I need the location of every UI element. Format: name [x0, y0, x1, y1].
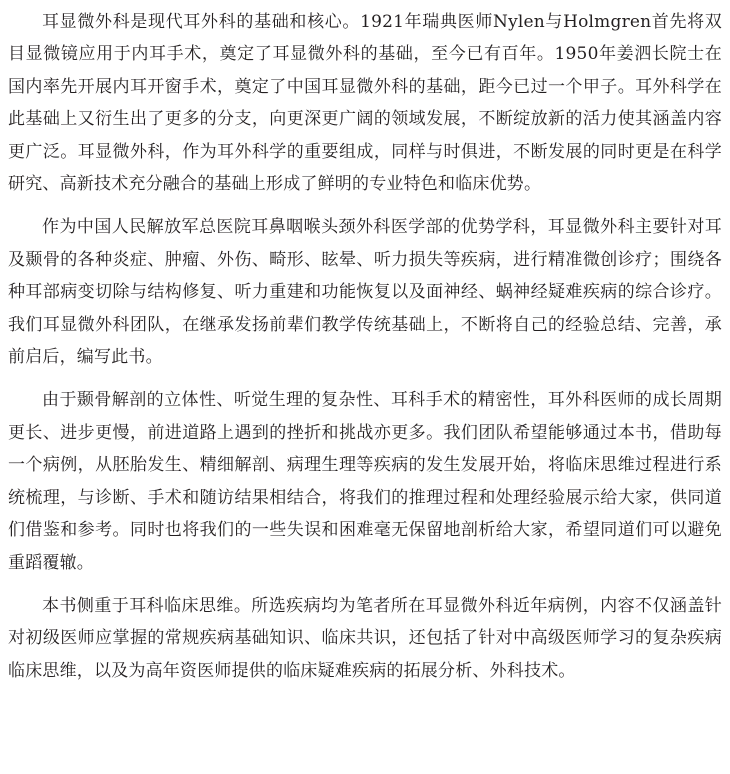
- paragraph-department: 作为中国人民解放军总医院耳鼻咽喉头颈外科医学部的优势学科，耳显微外科主要针对耳及颞骨的各种炎症、肿瘤、外伤、畸形、眩晕、听力损失等疾病，进行精准微创诊疗；围绕各种耳部病变切除与结构修复、听力重建和功能恢复以及面神经、蜗神经疑难疾病的综合诊疗。我们耳显微外科团队，在继承发扬前辈们教学传统基础上，不断将自己的经验总结、完善，承前启后，编写此书。: [8, 217, 722, 368]
- paragraph-scope: 本书侧重于耳科临床思维。所选疾病均为笔者所在耳显微外科近年病例，内容不仅涵盖针对初级医师应掌握的常规疾病基础知识、临床共识，还包括了针对中高级医师学习的复杂疾病临床思维，以及为高年资医师提供的临床疑难疾病的拓展分析、外科技术。: [8, 595, 722, 681]
- paragraph-purpose: 由于颞骨解剖的立体性、听觉生理的复杂性、耳科手术的精密性，耳外科医师的成长周期更长、进步更慢，前进道路上遇到的挫折和挑战亦更多。我们团队希望能够通过本书，借助每一个病例，从胚胎发生、精细解剖、病理生理等疾病的发生发展开始，将临床思维过程进行系统梳理，与诊断、手术和随访结果相结合，将我们的推理过程和处理经验展示给大家，供同道们借鉴和参考。同时也将我们的一些失误和困难毫无保留地剖析给大家，希望同道们可以避免重蹈覆辙。: [8, 390, 722, 573]
- paragraph-history: 耳显微外科是现代耳外科的基础和核心。1921年瑞典医师Nylen与Holmgren首先将双目显微镜应用于内耳手术，奠定了耳显微外科的基础，至今已有百年。1950年姜泗长院士在国内率先开展内耳开窗手术，奠定了中国耳显微外科的基础，距今已过一个甲子。耳外科学在此基础上又衍生出了更多的分支，向更深更广阔的领域发展，不断绽放新的活力使其涵盖内容更广泛。耳显微外科，作为耳外科学的重要组成，同样与时俱进，不断发展的同时更是在科学研究、高新技术充分融合的基础上形成了鲜明的专业特色和临床优势。: [8, 12, 722, 195]
